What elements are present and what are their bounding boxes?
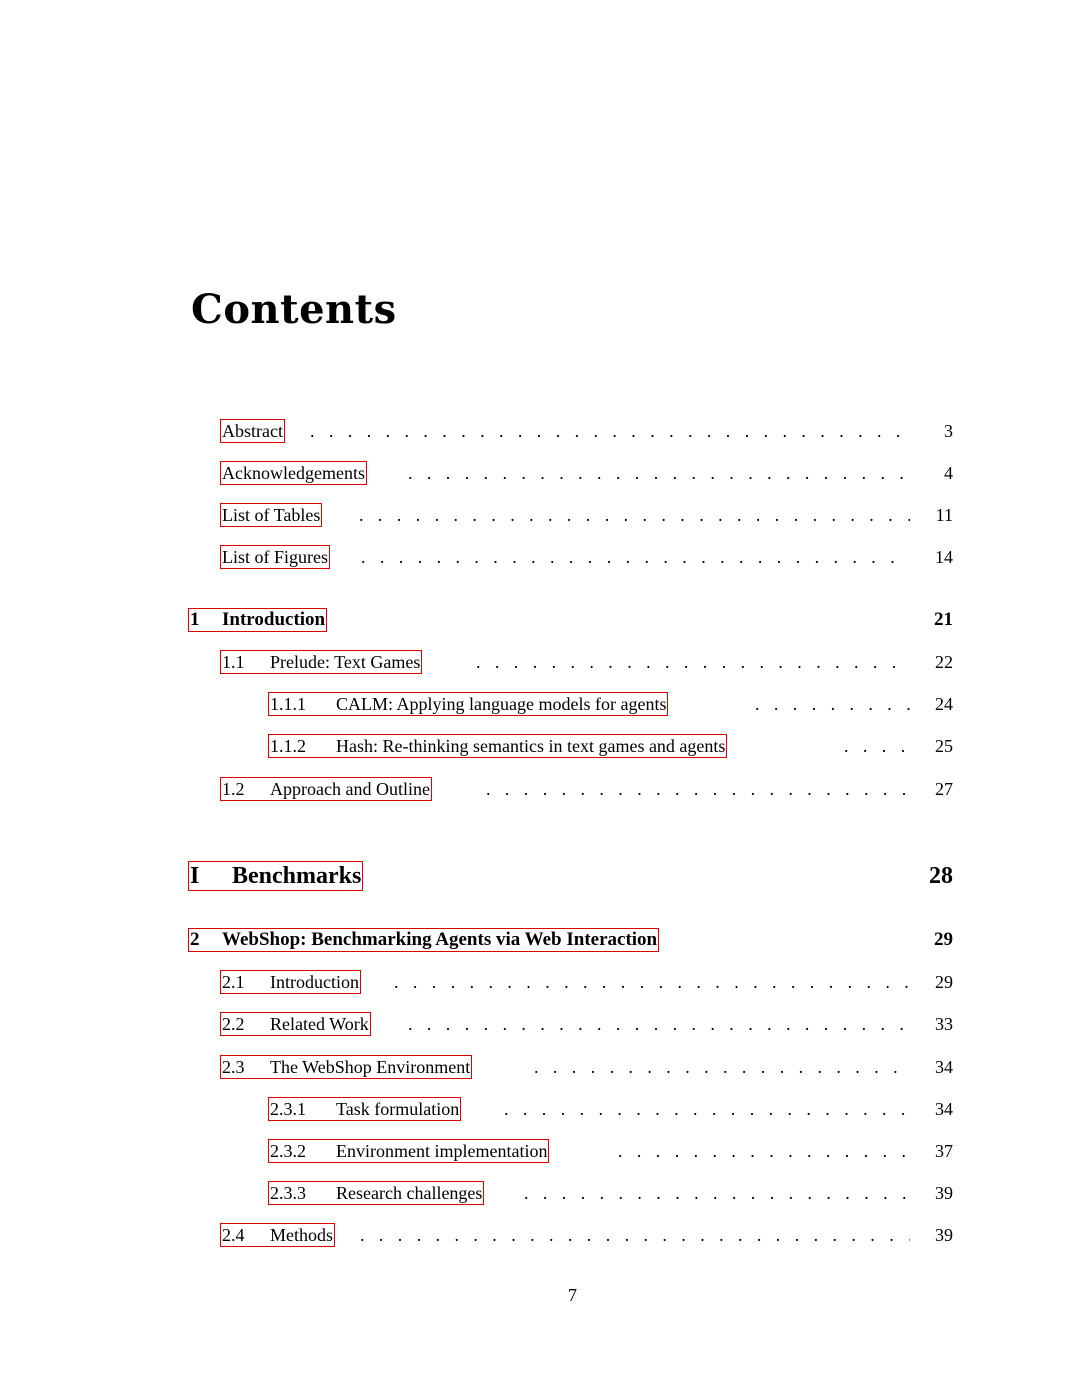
chapter-title: WebShop: Benchmarking Agents via Web Interaction bbox=[222, 929, 658, 950]
dot-leader bbox=[310, 421, 910, 442]
toc-entry-abstract[interactable] bbox=[0, 415, 1080, 447]
subsection-title: Environment implementation bbox=[336, 1141, 548, 1161]
toc-subsection-1-1-2[interactable] bbox=[0, 730, 1080, 762]
toc-link-section[interactable] bbox=[220, 1055, 472, 1079]
toc-label: List of Figures bbox=[222, 547, 328, 567]
toc-page-number: 4 bbox=[944, 462, 953, 483]
toc-chapter-1[interactable] bbox=[0, 604, 1080, 636]
dot-leader bbox=[524, 1183, 910, 1204]
toc-page-number: 34 bbox=[935, 1056, 953, 1077]
section-number: 2.1 bbox=[222, 972, 245, 992]
toc-section-1-1[interactable] bbox=[0, 646, 1080, 678]
toc-page-number: 24 bbox=[935, 693, 953, 714]
section-number: 2.4 bbox=[222, 1225, 245, 1245]
part-title: Benchmarks bbox=[232, 863, 362, 889]
toc-page-number: 39 bbox=[935, 1224, 953, 1245]
dot-leader bbox=[360, 1225, 910, 1246]
section-title: Approach and Outline bbox=[270, 779, 430, 799]
toc-label: Abstract bbox=[222, 421, 283, 441]
page-number-footer: 7 bbox=[568, 1285, 577, 1305]
toc-link-section[interactable] bbox=[220, 1223, 335, 1247]
toc-link-acknowledgements[interactable] bbox=[220, 461, 367, 485]
dot-leader bbox=[486, 779, 910, 800]
dot-leader bbox=[359, 505, 910, 526]
section-number: 2.2 bbox=[222, 1014, 245, 1034]
toc-page-number: 37 bbox=[935, 1140, 953, 1161]
section-number: 1.1 bbox=[222, 652, 245, 672]
section-title: Prelude: Text Games bbox=[270, 652, 421, 672]
toc-link-section[interactable] bbox=[220, 1012, 371, 1036]
toc-chapter-2[interactable] bbox=[0, 924, 1080, 956]
dot-leader bbox=[755, 694, 910, 715]
toc-label: List of Tables bbox=[222, 505, 321, 525]
dot-leader bbox=[476, 652, 910, 673]
page-title: Contents bbox=[191, 286, 397, 333]
section-number: 2.3 bbox=[222, 1057, 245, 1077]
subsection-number: 2.3.1 bbox=[270, 1099, 306, 1119]
toc-page-number: 34 bbox=[935, 1098, 953, 1119]
toc-link-subsection[interactable] bbox=[268, 1139, 549, 1163]
toc-page-number: 39 bbox=[935, 1182, 953, 1203]
toc-entry-acknowledgements[interactable] bbox=[0, 457, 1080, 489]
toc-page-number: 22 bbox=[935, 651, 953, 672]
toc-page-number: 11 bbox=[935, 504, 953, 525]
toc-link-chapter-2[interactable] bbox=[188, 928, 659, 952]
toc-link-section[interactable] bbox=[220, 970, 361, 994]
toc-section-1-2[interactable] bbox=[0, 773, 1080, 805]
toc-subsection-2-3-3[interactable] bbox=[0, 1177, 1080, 1209]
section-title: Introduction bbox=[270, 972, 359, 992]
dot-leader bbox=[361, 547, 910, 568]
toc-subsection-1-1-1[interactable] bbox=[0, 688, 1080, 720]
toc-link-list-of-tables[interactable] bbox=[220, 503, 322, 527]
toc-page-number: 21 bbox=[934, 609, 953, 630]
dot-leader bbox=[844, 736, 910, 757]
subsection-title: Task formulation bbox=[336, 1099, 460, 1119]
section-number: 1.2 bbox=[222, 779, 245, 799]
toc-page-number: 28 bbox=[929, 862, 953, 889]
toc-section-2-3[interactable] bbox=[0, 1051, 1080, 1083]
subsection-number: 2.3.3 bbox=[270, 1183, 306, 1203]
dot-leader bbox=[618, 1141, 910, 1162]
toc-link-subsection[interactable] bbox=[268, 1097, 461, 1121]
toc-page-number: 14 bbox=[935, 546, 953, 567]
toc-section-2-4[interactable] bbox=[0, 1219, 1080, 1251]
dot-leader bbox=[408, 463, 910, 484]
toc-label: Acknowledgements bbox=[222, 463, 365, 483]
toc-section-2-1[interactable] bbox=[0, 966, 1080, 998]
toc-page-number: 25 bbox=[935, 735, 953, 756]
subsection-number: 1.1.1 bbox=[270, 694, 306, 714]
toc-page-number: 33 bbox=[935, 1013, 953, 1034]
dot-leader bbox=[534, 1057, 910, 1078]
toc-link-part-1[interactable] bbox=[188, 861, 363, 891]
dot-leader bbox=[504, 1099, 910, 1120]
subsection-title: Research challenges bbox=[336, 1183, 483, 1203]
toc-link-list-of-figures[interactable] bbox=[220, 545, 330, 569]
section-title: Methods bbox=[270, 1225, 333, 1245]
section-title: Related Work bbox=[270, 1014, 369, 1034]
toc-page-number: 3 bbox=[944, 420, 953, 441]
toc-page-number: 29 bbox=[935, 971, 953, 992]
chapter-title: Introduction bbox=[222, 609, 326, 630]
subsection-title: CALM: Applying language models for agents bbox=[336, 694, 667, 714]
dot-leader bbox=[394, 972, 910, 993]
toc-entry-list-of-tables[interactable] bbox=[0, 499, 1080, 531]
toc-page-number: 27 bbox=[935, 778, 953, 799]
toc-link-abstract[interactable] bbox=[220, 419, 285, 443]
toc-page-number: 29 bbox=[934, 929, 953, 950]
toc-subsection-2-3-2[interactable] bbox=[0, 1135, 1080, 1167]
toc-link-subsection[interactable] bbox=[268, 734, 727, 758]
toc-entry-list-of-figures[interactable] bbox=[0, 541, 1080, 573]
chapter-number: 1 bbox=[190, 609, 200, 630]
subsection-title: Hash: Re-thinking semantics in text games and agents bbox=[336, 736, 726, 756]
toc-link-section[interactable] bbox=[220, 650, 422, 674]
toc-link-subsection[interactable] bbox=[268, 692, 668, 716]
dot-leader bbox=[408, 1014, 910, 1035]
toc-part-1[interactable] bbox=[0, 858, 1080, 894]
toc-link-subsection[interactable] bbox=[268, 1181, 484, 1205]
subsection-number: 1.1.2 bbox=[270, 736, 306, 756]
section-title: The WebShop Environment bbox=[270, 1057, 471, 1077]
chapter-number: 2 bbox=[190, 929, 200, 950]
toc-section-2-2[interactable] bbox=[0, 1008, 1080, 1040]
part-number: I bbox=[190, 863, 200, 889]
toc-subsection-2-3-1[interactable] bbox=[0, 1093, 1080, 1125]
toc-link-section[interactable] bbox=[220, 777, 432, 801]
subsection-number: 2.3.2 bbox=[270, 1141, 306, 1161]
toc-link-chapter-1[interactable] bbox=[188, 608, 327, 632]
